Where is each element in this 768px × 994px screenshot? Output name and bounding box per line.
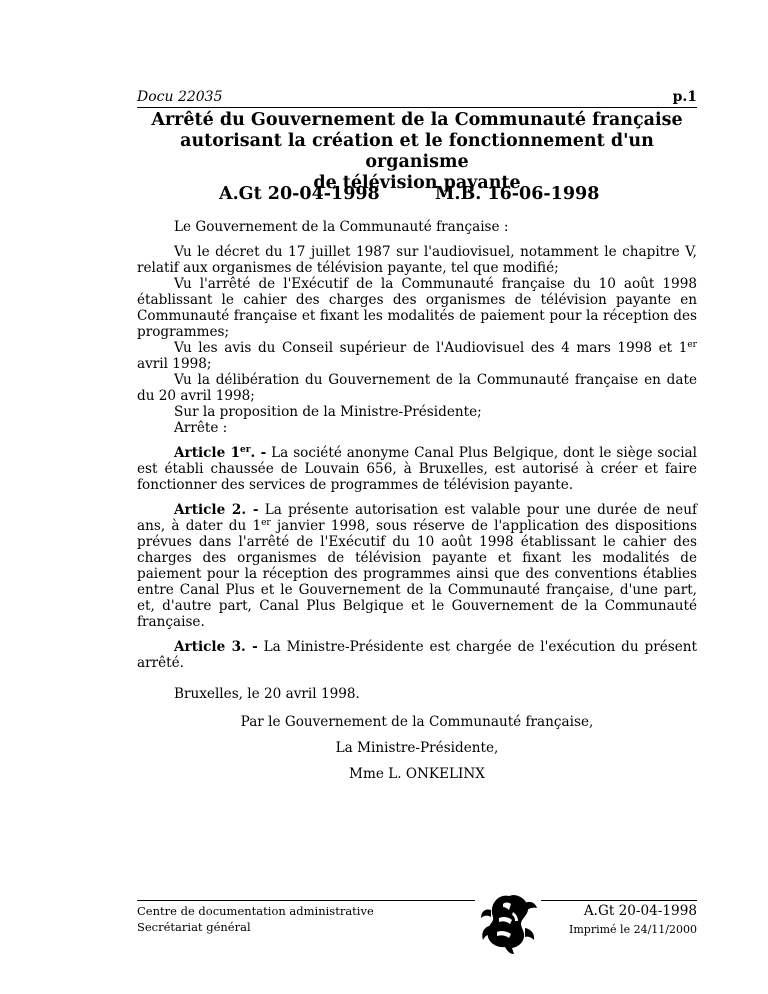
agt-reference: A.Gt 20-04-1998 <box>219 184 380 204</box>
docu-number: Docu 22035 <box>137 89 223 105</box>
document-footer <box>137 890 697 940</box>
signature-role: La Ministre-Présidente, <box>335 740 499 756</box>
article-2 <box>137 502 697 630</box>
footer-rule-left <box>137 900 475 901</box>
footer-print-date: Imprimé le 24/11/2000 <box>569 923 697 936</box>
footer-rule-right <box>541 900 697 901</box>
article-1-text: La société anonyme Canal Plus Belgique, dont le siège social est établi chaussée de Louvain 656, à Bruxelles, est autorisé à créer et faire fonctionner des services de programmes de télévision payante. <box>137 445 697 493</box>
mb-reference: M.B. 16-06-1998 <box>435 184 600 204</box>
superscript: er <box>261 518 271 528</box>
proposal-line: Sur la proposition de la Ministre-Présidente; <box>174 404 482 420</box>
considerant-4: Vu la délibération du Gouvernement de la Communauté française en date du 20 avril 1998; <box>137 372 697 404</box>
signatory-name: Mme L. ONKELINX <box>349 766 485 782</box>
footer-reference: A.Gt 20-04-1998 <box>583 903 697 919</box>
footer-dept: Secrétariat général <box>137 920 251 934</box>
rooster-logo-icon <box>479 890 539 956</box>
place-date: Bruxelles, le 20 avril 1998. <box>174 686 360 702</box>
considerant-3 <box>137 340 697 372</box>
considerant-1: Vu le décret du 17 juillet 1987 sur l'audiovisuel, notamment le chapitre V, relatif aux organismes de télévision payante, tel que modifié; <box>137 244 697 276</box>
article-3-label: Article 3. - <box>174 639 258 655</box>
article-1-label <box>174 445 266 461</box>
arrete-line: Arrête : <box>174 420 228 436</box>
article-1-label-text: Article 1 <box>174 445 241 461</box>
title-line-2: autorisant la création et le fonctionnement d'un organisme <box>180 131 654 172</box>
article-1 <box>137 445 697 493</box>
considerant-3-text: Vu les avis du Conseil supérieur de l'Audiovisuel des 4 mars 1998 et 1 <box>174 340 688 356</box>
document-header <box>137 89 697 108</box>
footer-org: Centre de documentation administrative <box>137 904 374 918</box>
title-line-3: de télévision payante <box>313 173 521 193</box>
article-2-label: Article 2. - <box>174 502 259 518</box>
considerant-3-text-end: avril 1998; <box>137 356 212 372</box>
article-2-text-end: janvier 1998, sous réserve de l'application des dispositions prévues dans l'arrêté de l'Exécutif du 10 août 1998 établissant le cahier des charges des organismes de télévision payante et fixant les modalités de paiement pour la réception des programmes ainsi que des conventions établies entre Canal Plus et le Gouvernement de la Communauté française, d'une part, et, d'autre part, Canal Plus Belgique et le Gouvernement de la Communauté française. <box>137 518 697 630</box>
article-3 <box>137 639 697 671</box>
signature-by: Par le Gouvernement de la Communauté française, <box>240 714 594 730</box>
document-body <box>137 219 697 671</box>
title-line-1: Arrêté du Gouvernement de la Communauté française <box>151 110 683 130</box>
intro-paragraph: Le Gouvernement de la Communauté française : <box>174 219 509 235</box>
superscript: er <box>687 340 697 350</box>
document-title <box>137 110 697 194</box>
article-3-text: La Ministre-Présidente est chargée de l'exécution du présent arrêté. <box>137 639 697 671</box>
superscript: er <box>240 445 251 455</box>
article-1-label-end: . - <box>250 445 267 461</box>
considerant-2: Vu l'arrêté de l'Exécutif de la Communauté française du 10 août 1998 établissant le cahier des charges des organismes de télévision payante en Communauté française et fixant les modalités de paiement pour la réception des programmes; <box>137 276 697 340</box>
article-2-text: La présente autorisation est valable pour une durée de neuf ans, à dater du 1 <box>137 502 698 534</box>
page-number: p.1 <box>672 89 697 105</box>
